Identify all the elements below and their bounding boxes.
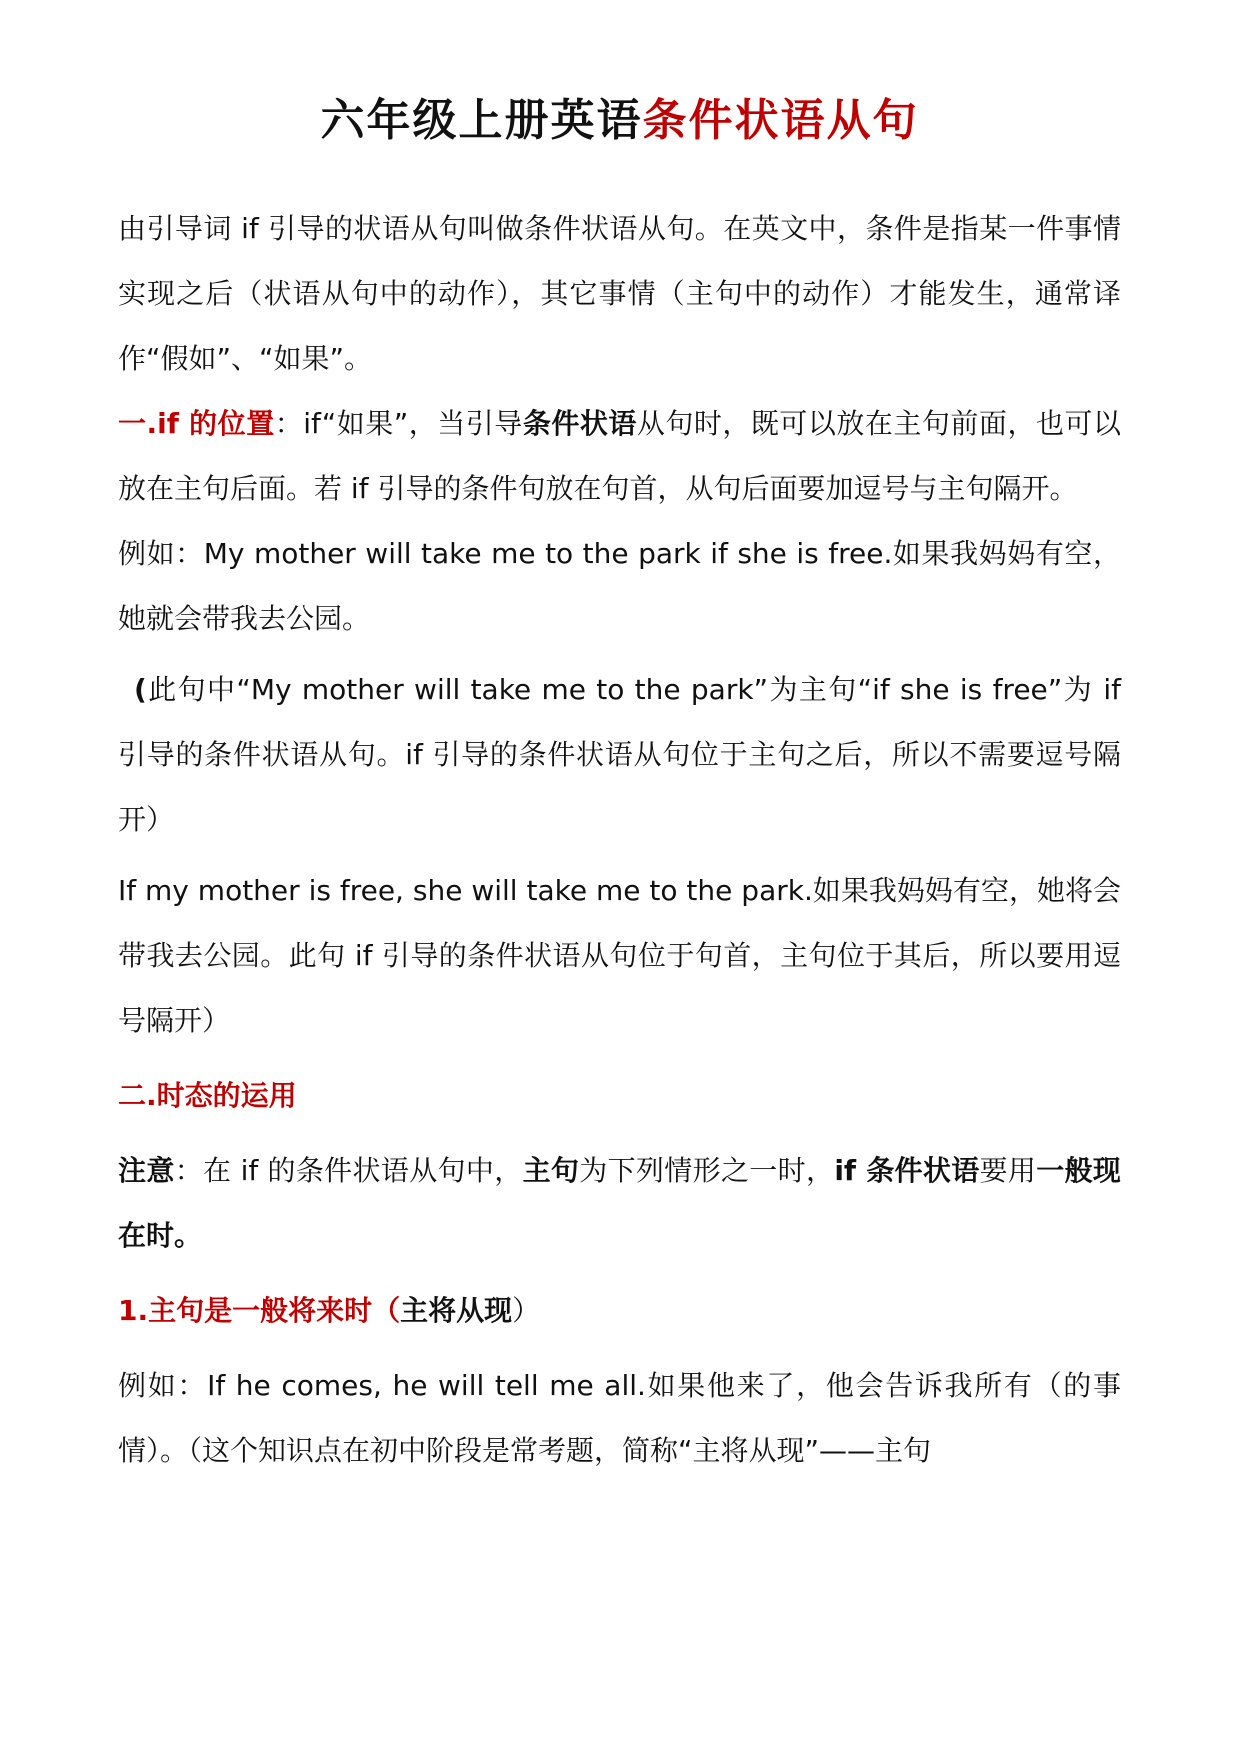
rule1-heading [118,1278,1121,1343]
notice-bold-if: if 条件状语 [834,1154,980,1187]
section1-bold: 条件状语 [522,407,637,440]
note1-paragraph [118,657,1121,852]
title-red: 条件状语从句 [642,95,919,146]
section1-text2: 从句时，既可以放在主句前面，也可以放在主句后面。若 if 引导的条件句放在句首，从句后面要加逗号与主句隔开。 [118,407,1121,505]
notice-bold-tense: 一般现在时。 [118,1154,1121,1252]
note1-open-paren: ( [134,673,147,706]
example3-paragraph: 例如：If he comes, he will tell me all.如果他来了，他会告诉我所有（的事情）。（这个知识点在初中阶段是常考题，简称“主将从现”——主句 [118,1369,1121,1467]
notice-text3: 要用 [979,1154,1037,1187]
note1-text: 此句中“My mother will take me to the park”为主句“if she is free”为 if 引导的条件状语从句。if 引导的条件状语从句位于主句之后，所以不需要逗号隔开） [118,673,1121,836]
title-black: 六年级上册英语 [320,95,643,146]
notice-bold-main: 主句 [522,1154,580,1187]
rule1-black: 主将从现 [400,1294,513,1327]
section1-paragraph [118,391,1121,521]
notice-label: 注意 [118,1154,175,1187]
notice-paragraph [118,1138,1121,1268]
notice-text1: ：在 if 的条件状语从句中， [174,1154,523,1187]
intro-paragraph: 由引导词 if 引导的状语从句叫做条件状语从句。在英文中，条件是指某一件事情实现之后（状语从句中的动作），其它事情（主句中的动作）才能发生，通常译作“假如”、“如果”。 [118,212,1121,375]
page-title [118,0,1121,150]
section2-heading: 二.时态的运用 [118,1079,297,1112]
notice-text2: 为下列情形之一时， [579,1154,835,1187]
example1-paragraph: 例如：My mother will take me to the park if she is free.如果我妈妈有空，她就会带我去公园。 [118,537,1121,635]
section1-heading: 一.if 的位置 [118,407,275,440]
rule1-close: ） [512,1294,541,1327]
example2-paragraph: If my mother is free, she will take me to the park.如果我妈妈有空，她将会带我去公园。此句 if 引导的条件状语从句位于句首，主句位于其后，所以要用逗号隔开） [118,874,1121,1037]
section1-text1: ：if“如果”，当引导 [274,407,523,440]
rule1-red: 1.主句是一般将来时（ [118,1294,401,1327]
